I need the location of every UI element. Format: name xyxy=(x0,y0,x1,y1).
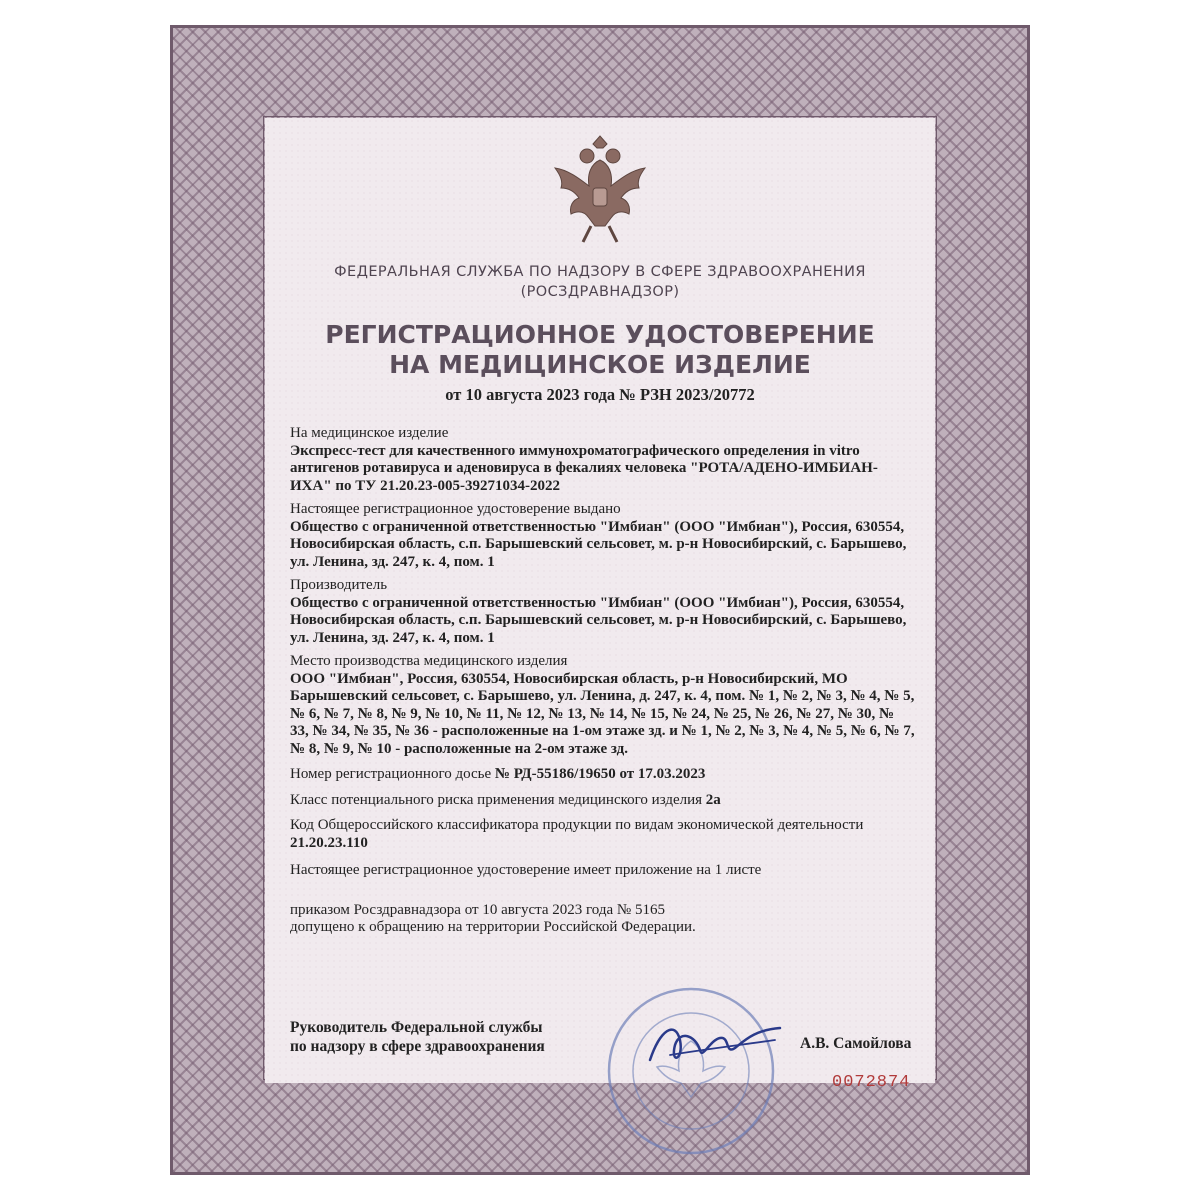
agency-name xyxy=(270,262,930,302)
title-line-2: НА МЕДИЦИНСКОЕ ИЗДЕЛИЕ xyxy=(389,350,811,379)
manufacturer-section xyxy=(290,577,915,647)
handwritten-signature-icon xyxy=(640,1010,790,1080)
issued-text: Общество с ограниченной ответственностью "Имбиан" (ООО "Имбиан"), Россия, 630554, Новосибирская область, с.п. Барышевский сельсовет, м. р-н Новосибирский, с. Барышево, ул. Ленина, зд. 247, к. 4, пом. 1 xyxy=(290,518,907,570)
document-body xyxy=(290,425,915,943)
signatory-position-line-1: Руководитель Федеральной службы xyxy=(290,1019,543,1036)
site-section xyxy=(290,653,915,758)
site-text: ООО "Имбиан", Россия, 630554, Новосибирская область, р-н Новосибирский, МО Барышевский сельсовет, с. Барышево, ул. Ленина, д. 247, к. 4, пом. № 1, № 2, № 3, № 4, № 5, № 6, № 7, № 8, № 9, № 10, № 11, № 12, № 13, № 14, № 15, № 24, № 25, № 26, № 27, № 30, № 33, № 34, № 35, № 36 - расположенные на 1-ом этаже зд. и № 1, № 2, № 3, № 4, № 5, № 6, № 7, № 8, № 9, № 10 - расположенные на 2-ом этаже зд. xyxy=(290,670,915,757)
order-line-1: приказом Росздравнадзора от 10 августа 2023 года № 5165 xyxy=(290,901,665,918)
dossier-section xyxy=(290,766,915,784)
issued-label: Настоящее регистрационное удостоверение выдано xyxy=(290,501,621,517)
okpd-value: 21.20.23.110 xyxy=(290,834,368,851)
device-label: На медицинское изделие xyxy=(290,425,449,441)
risk-value: 2а xyxy=(705,791,721,808)
okpd-label: Код Общероссийского классификатора продукции по видам экономической деятельности xyxy=(290,817,864,833)
agency-line-2: (РОСЗДРАВНАДЗОР) xyxy=(520,284,680,300)
manufacturer-text: Общество с ограниченной ответственностью "Имбиан" (ООО "Имбиан"), Россия, 630554, Новосибирская область, с.п. Барышевский сельсовет, м. р-н Новосибирский, с. Барышево, ул. Ленина, зд. 247, к. 4, пом. 1 xyxy=(290,594,907,646)
appendix-text: Настоящее регистрационное удостоверение имеет приложение на 1 листе xyxy=(290,862,762,878)
issued-section xyxy=(290,501,915,571)
manufacturer-label: Производитель xyxy=(290,577,388,593)
order-section xyxy=(290,902,915,937)
date-and-number: от 10 августа 2023 года № РЗН 2023/20772 xyxy=(445,385,755,404)
risk-label: Класс потенциального риска применения медицинского изделия xyxy=(290,791,706,808)
serial-number: 0072874 xyxy=(832,1073,911,1092)
title-line-1: РЕГИСТРАЦИОННОЕ УДОСТОВЕРЕНИЕ xyxy=(325,320,875,349)
coat-of-arms-icon xyxy=(533,130,667,254)
spacer xyxy=(290,886,915,902)
device-text: Экспресс-тест для качественного иммунохроматографического определения in vitro антигенов ротавируса и аденовируса в фекалиях человека "РОТА/АДЕНО-ИМБИАН-ИХА" по ТУ 21.20.23-005-39271034-2022 xyxy=(290,442,878,494)
document-title xyxy=(270,320,930,380)
signatory-name: А.В. Самойлова xyxy=(800,1035,912,1052)
site-label: Место производства медицинского изделия xyxy=(290,653,568,669)
order-line-2: допущено к обращению на территории Российской Федерации. xyxy=(290,919,696,935)
signatory-position-line-2: по надзору в сфере здравоохранения xyxy=(290,1038,545,1055)
dossier-label: Номер регистрационного досье xyxy=(290,766,495,782)
risk-section xyxy=(290,792,915,810)
appendix-section xyxy=(290,862,915,880)
device-section xyxy=(290,425,915,495)
okpd-section xyxy=(290,817,915,852)
dossier-value: № РД-55186/19650 от 17.03.2023 xyxy=(494,766,706,782)
agency-line-1: ФЕДЕРАЛЬНАЯ СЛУЖБА ПО НАДЗОРУ В СФЕРЕ ЗДРАВООХРАНЕНИЯ xyxy=(334,264,866,280)
signatory-position xyxy=(290,1018,590,1056)
